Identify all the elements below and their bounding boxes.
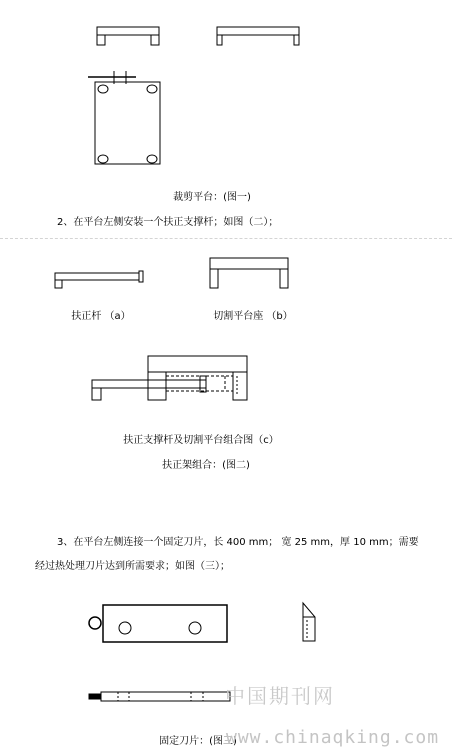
figure-2a-label: 扶正杆 （a） <box>71 311 131 322</box>
step-2-text: 2、在平台左侧安装一个扶正支撑杆；如图（二）； <box>57 217 279 228</box>
fig2b-platform-base <box>210 258 288 288</box>
fig3-blade-top-view <box>89 692 230 701</box>
fig2a-rod <box>55 271 143 288</box>
figure-2b-label: 切割平台座 （b） <box>213 311 293 322</box>
fig1-platform-front-view <box>97 27 159 45</box>
figure-3-caption: 固定刀片：(图三) <box>159 736 237 747</box>
watermark-cn: 中国期刊网 <box>225 684 335 708</box>
figure-2-caption: 扶正架组合：(图二) <box>162 460 250 471</box>
fig1-platform-plan-view <box>88 71 160 164</box>
figure-1-caption: 裁剪平台：(图一) <box>173 192 251 203</box>
fig3-blade-front-view <box>89 605 227 642</box>
fig3-blade-side-view <box>303 603 315 641</box>
step-3-line-1: 3、在平台左侧连接一个固定刀片，长 400 mm； 宽 25 mm，厚 10 mm；需要 <box>57 537 419 548</box>
step-3-line-2: 经过热处理刀片达到所需要求；如图（三）； <box>35 561 230 572</box>
fig1-platform-side-view <box>217 27 299 45</box>
fig2c-assembly <box>92 356 247 400</box>
watermark-url: www.chinaqking.com <box>226 727 440 748</box>
figure-2c-label: 扶正支撑杆及切割平台组合图（c） <box>123 435 279 446</box>
